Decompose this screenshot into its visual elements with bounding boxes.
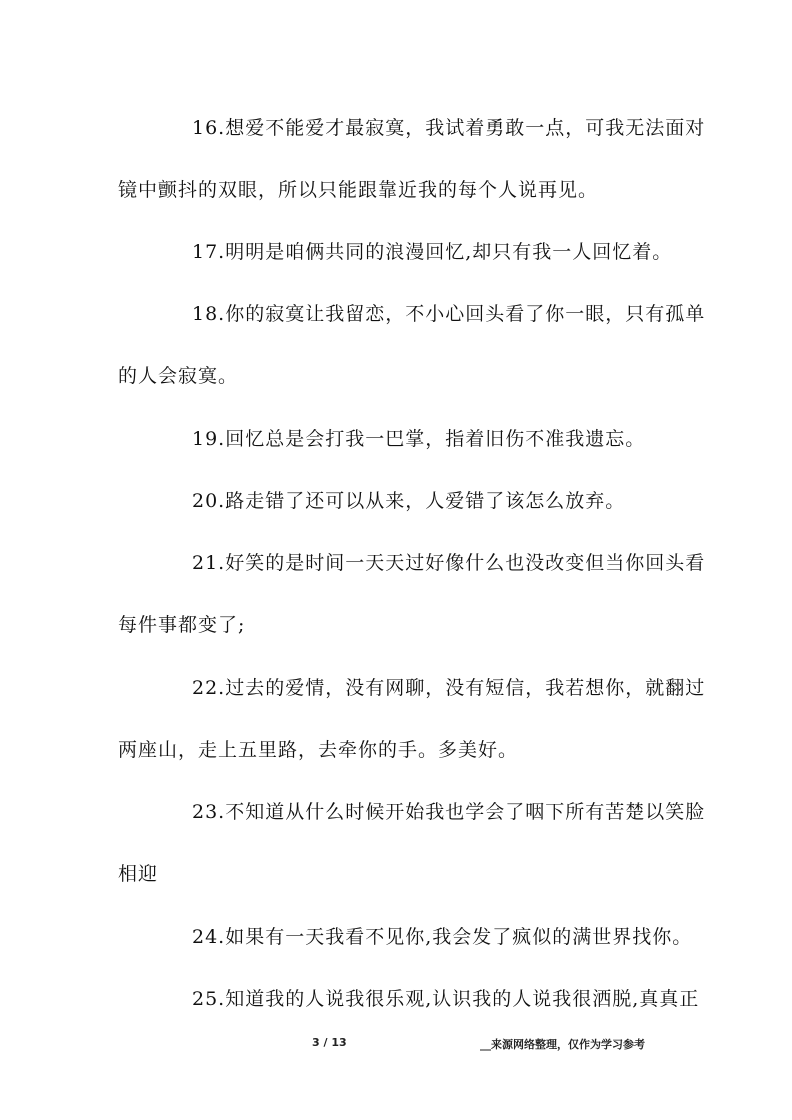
paragraph-23-line-1: 23.不知道从什么时候开始我也学会了咽下所有苦楚以笑脸 bbox=[192, 801, 706, 823]
paragraph-21-line-2: 每件事都变了; bbox=[118, 614, 246, 636]
paragraph-16-line-1: 16.想爱不能爱才最寂寞，我试着勇敢一点，可我无法面对 bbox=[192, 117, 706, 139]
paragraph-25-line-1: 25.知道我的人说我很乐观,认识我的人说我很洒脱,真真正 bbox=[192, 988, 700, 1010]
paragraph-22-line-1: 22.过去的爱情，没有网聊，没有短信，我若想你，就翻过 bbox=[192, 677, 706, 699]
paragraph-24-line-1: 24.如果有一天我看不见你,我会发了疯似的满世界找你。 bbox=[192, 926, 693, 948]
paragraph-16-line-2: 镜中颤抖的双眼，所以只能跟靠近我的每个人说再见。 bbox=[118, 179, 599, 201]
page-number: 3 / 13 bbox=[312, 1036, 347, 1049]
paragraph-21-line-1: 21.好笑的是时间一天天过好像什么也没改变但当你回头看 bbox=[192, 552, 706, 574]
paragraph-23-line-2: 相迎 bbox=[118, 863, 159, 885]
paragraph-20-line-1: 20.路走错了还可以从来，人爱错了该怎么放弃。 bbox=[192, 490, 626, 512]
paragraph-18-line-1: 18.你的寂寞让我留恋，不小心回头看了你一眼，只有孤单 bbox=[192, 303, 706, 325]
paragraph-18-line-2: 的人会寂寞。 bbox=[118, 365, 239, 387]
paragraph-17-line-1: 17.明明是咱俩共同的浪漫回忆,却只有我一人回忆着。 bbox=[192, 241, 673, 263]
paragraph-22-line-2: 两座山，走上五里路，去牵你的手。多美好。 bbox=[118, 739, 519, 761]
paragraph-19-line-1: 19.回忆总是会打我一巴掌，指着旧伤不准我遗忘。 bbox=[192, 428, 646, 450]
footer-note: __来源网络整理，仅作为学习参考 bbox=[480, 1038, 645, 1051]
